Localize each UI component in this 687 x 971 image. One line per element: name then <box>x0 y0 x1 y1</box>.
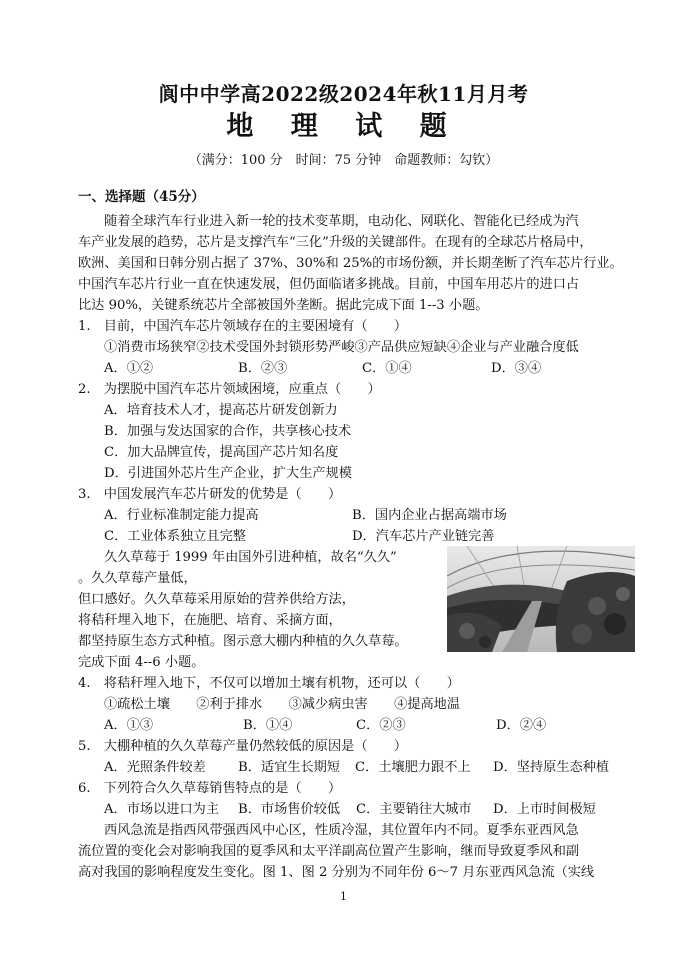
question-1-stem: 1. 目前，中国汽车芯片领域存在的主要困境有（ ） <box>78 319 408 334</box>
passage3-line: 西风急流是指西风带强西风中心区，性质冷湿，其位置年内不同。夏季东亚西风急 <box>104 823 579 838</box>
question-3-stem: 3. 中国发展汽车芯片研发的优势是（ ） <box>78 487 342 502</box>
option-c: C．加大品牌宣传，提高国产芯片知名度 <box>104 445 339 460</box>
option-c: C．②③ <box>356 718 406 733</box>
passage1-line: 中国汽车芯片行业一直在快速发展，但仍面临诸多挑战。目前，中国车用芯片的进口占 <box>78 277 580 292</box>
option-a: A．培育技术人才，提高芯片研发创新力 <box>104 403 338 418</box>
option-a: A．①③ <box>104 718 154 733</box>
question-4-items: ①疏松土壤 ②利于排水 ③减少病虫害 ④提高地温 <box>104 697 461 712</box>
passage2-line: 。久久草莓产量低， <box>78 571 197 586</box>
option-b: B．①④ <box>243 718 293 733</box>
option-a: A．市场以进口为主 <box>104 802 220 817</box>
option-a: A．光照条件较差 <box>104 760 206 775</box>
question-4-stem: 4. 将秸秆埋入地下，不仅可以增加土壤有机物，还可以（ ） <box>78 676 460 691</box>
exam-title: 阆中中学高2022级2024年秋11月月考 <box>158 82 529 106</box>
option-b: B．国内企业占据高端市场 <box>352 508 507 523</box>
question-1-items: ①消费市场狭窄②技术受国外封锁形势严峻③产品供应短缺④企业与产业融合度低 <box>104 340 579 355</box>
question-2-stem: 2. 为摆脱中国汽车芯片领域困境，应重点（ ） <box>78 382 381 397</box>
passage2-line: 但口感好。久久草莓采用原始的营养供给方法， <box>78 592 355 607</box>
option-d: D．坚持原生态种植 <box>493 760 610 775</box>
question-5-stem: 5. 大棚种植的久久草莓产量仍然较低的原因是（ ） <box>78 739 408 754</box>
passage3-line: 流位置的变化会对影响我国的夏季风和太平洋副高位置产生影响，继而导致夏季风和副 <box>78 844 580 859</box>
passage1-line: 随着全球汽车行业进入新一轮的技术变革期，电动化、网联化、智能化已经成为汽 <box>104 214 579 229</box>
option-b: B．适宜生长期短 <box>238 760 341 775</box>
passage1-line: 车产业发展的趋势，芯片是支撑汽车“三化”升级的关键部件。在现有的全球芯片格局中， <box>78 235 593 250</box>
option-d: D．上市时间极短 <box>493 802 596 817</box>
option-d: D．③④ <box>491 361 542 376</box>
option-d: D．汽车芯片产业链完善 <box>352 529 495 544</box>
option-b: B．加强与发达国家的合作，共享核心技术 <box>104 424 352 439</box>
passage2-line: 都坚持原生态方式种植。图示意大棚内种植的久久草莓。 <box>78 634 408 649</box>
section-heading: 一、选择题（45分） <box>78 189 205 205</box>
page-number: 1 <box>340 890 347 903</box>
greenhouse-strawberry-photo <box>447 546 635 652</box>
option-c: C．土壤肥力跟不上 <box>355 760 471 775</box>
option-d: D．引进国外芯片生产企业，扩大生产规模 <box>104 466 352 481</box>
passage2-line: 将秸秆埋入地下，在施肥、培育、采摘方面， <box>78 613 342 628</box>
option-c: C．主要销往大城市 <box>356 802 472 817</box>
passage1-line: 比达 90%，关键系统芯片全部被国外垄断。据此完成下面 1--3 小题。 <box>78 298 489 313</box>
subject-title: 地 理 试 题 <box>226 111 461 142</box>
option-c: C．工业体系独立且完整 <box>104 529 246 544</box>
option-b: B．市场售价较低 <box>238 802 341 817</box>
option-b: B．②③ <box>238 361 288 376</box>
passage3-line: 高对我国的影响程度发生变化。图 1、图 2 分别为不同年份 6～7 月东亚西风急流（实线 <box>78 865 595 880</box>
passage2-line: 完成下面 4--6 小题。 <box>78 655 205 670</box>
option-d: D．②④ <box>496 718 547 733</box>
option-a: A．①② <box>104 361 154 376</box>
option-c: C．①④ <box>362 361 412 376</box>
option-a: A．行业标准制定能力提高 <box>104 508 259 523</box>
passage2-line: 久久草莓于 1999 年由国外引进种植，故名“久久” <box>104 550 397 565</box>
question-6-stem: 6. 下列符合久久草莓销售特点的是（ ） <box>78 781 342 796</box>
passage1-line: 欧洲、美国和日韩分别占据了 37%、30%和 25%的市场份额，并长期垄断了汽车芯片行业。 <box>78 256 623 271</box>
exam-meta: （满分：100 分 时间：75 分钟 命题教师：勾钦） <box>188 153 499 168</box>
